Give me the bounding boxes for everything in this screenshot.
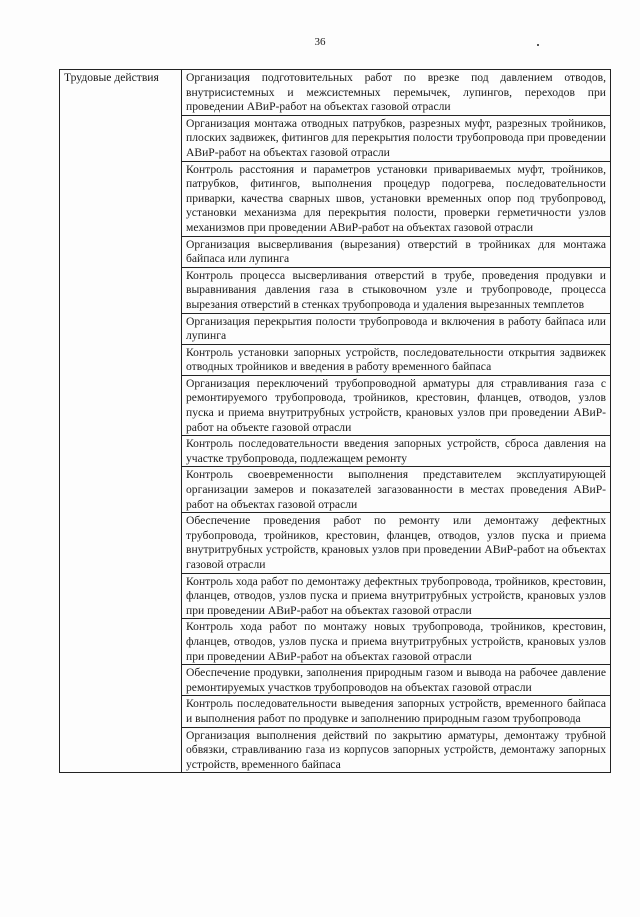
labor-action-item: Контроль последовательности введения запорных устройств, сброса давления на участке трубопровода, подлежащем ремонту — [182, 436, 611, 467]
section-label: Трудовые действия — [60, 70, 182, 773]
labor-action-item: Организация выполнения действий по закрытию арматуры, демонтажу трубной обвязки, стравливанию газа из корпусов запорных устройств, демонтажу запорных устройств, временного байпаса — [182, 727, 611, 773]
labor-actions-table — [59, 69, 611, 773]
table-row — [60, 70, 611, 116]
labor-action-item: Контроль процесса высверливания отверстий в трубе, проведения продувки и выравнивания давления газа в стыковочном узле и трубопроводе, процесса вырезания отверстий в стенках трубопровода и удаления вырезанных темплетов — [182, 267, 611, 313]
labor-action-item: Организация высверливания (вырезания) отверстий в тройниках для монтажа байпаса или лупинга — [182, 236, 611, 267]
page-number: 36 — [314, 36, 326, 48]
labor-action-item: Организация перекрытия полости трубопровода и включения в работу байпаса или лупинга — [182, 313, 611, 344]
scan-speck — [537, 44, 539, 46]
labor-action-item: Контроль хода работ по демонтажу дефектных трубопровода, тройников, крестовин, фланцев, отводов, узлов пуска и приема внутритрубных устройств, крановых узлов при проведении АВиР-работ на объектах газовой отрасли — [182, 573, 611, 619]
labor-action-item: Организация монтажа отводных патрубков, разрезных муфт, разрезных тройников, плоских задвижек, фитингов для перекрытия полости трубопровода при проведении АВиР-работ на объектах газовой отрасли — [182, 115, 611, 161]
labor-action-item: Обеспечение проведения работ по ремонту или демонтажу дефектных трубопровода, тройников, крестовин, фланцев, отводов, узлов пуска и приема внутритрубных устройств, крановых узлов при проведении АВиР-работ на объектах газовой отрасли — [182, 513, 611, 573]
labor-action-item: Контроль последовательности выведения запорных устройств, временного байпаса и выполнения работ по продувке и заполнению природным газом трубопровода — [182, 696, 611, 727]
labor-action-item: Обеспечение продувки, заполнения природным газом и вывода на рабочее давление ремонтируемых участков трубопроводов на объектах газовой отрасли — [182, 665, 611, 696]
labor-action-item: Контроль хода работ по монтажу новых трубопровода, тройников, крестовин, фланцев, отводов, узлов пуска и приема внутритрубных устройств, крановых узлов при проведении АВиР-работ на объектах газовой отрасли — [182, 619, 611, 665]
labor-action-item: Организация подготовительных работ по врезке под давлением отводов, внутрисистемных и межсистемных перемычек, лупингов, переходов при проведении АВиР-работ на объектах газовой отрасли — [182, 70, 611, 116]
labor-action-item: Контроль своевременности выполнения представителем эксплуатирующей организации замеров и показателей загазованности в местах проведения АВиР-работ на объектах газовой отрасли — [182, 467, 611, 513]
labor-action-item: Контроль установки запорных устройств, последовательности открытия задвижек отводных тройников и введения в работу временного байпаса — [182, 344, 611, 375]
labor-action-item: Организация переключений трубопроводной арматуры для стравливания газа с ремонтируемого трубопровода, тройников, крестовин, фланцев, отводов, узлов пуска и приема внутритрубных устройств, крановых узлов при проведении АВиР-работ на объекте газовой отрасли — [182, 375, 611, 435]
labor-action-item: Контроль расстояния и параметров установки привариваемых муфт, тройников, патрубков, фитингов, выполнения процедур подогрева, последовательности приварки, качества сварных швов, установки временных опор под трубопровод, установки механизма для перекрытия полости, проверки герметичности узлов механизмов при проведении АВиР-работ на объектах газовой отрасли — [182, 161, 611, 236]
